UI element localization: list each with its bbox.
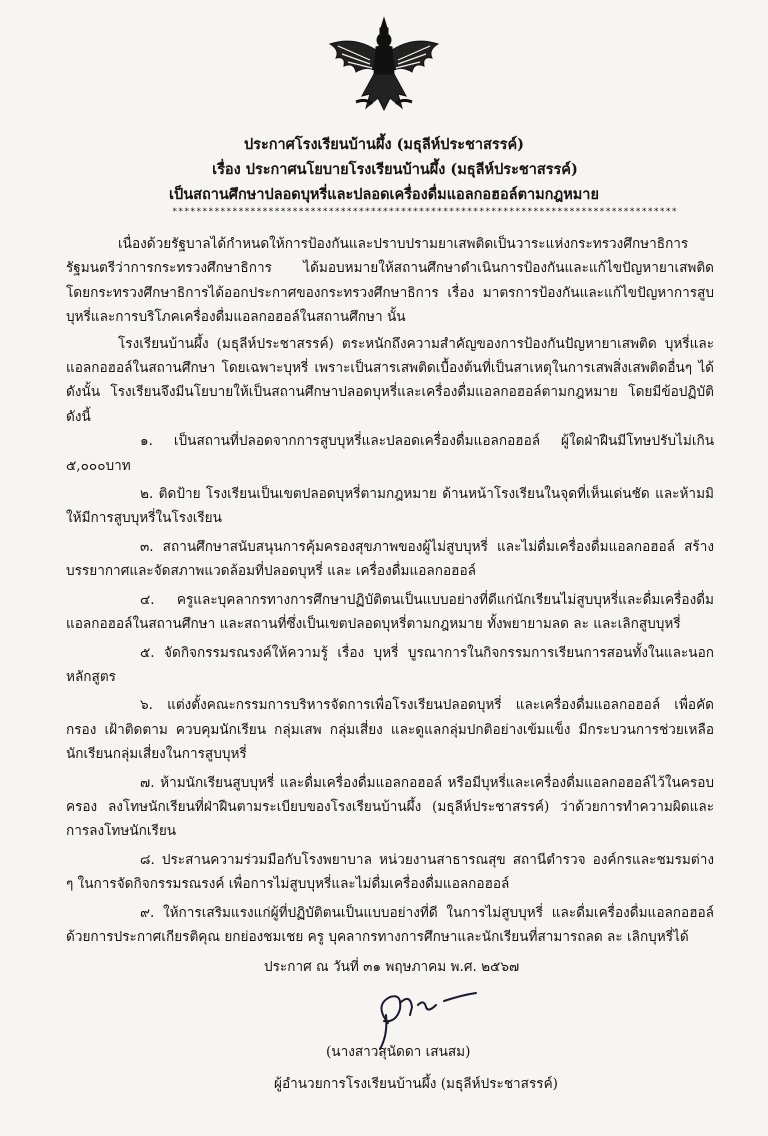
list-item: ๙. ให้การเสริมแรงแก่ผู้ที่ปฏิบัติตนเป็นแบบอย่างที่ดี ในการไม่สูบบุหรี่ และดื่มเครื่องดื่มแอลกอฮอล์ ด้วยการประกาศเกียรติคุณ ยกย่องชมเชย ครู บุคลากรทางการศึกษาและนักเรียนที่สามารถลด ละ เลิกบุหรี่ได้ (66, 904, 714, 945)
signature (366, 975, 506, 1050)
paragraph-policy: โรงเรียนบ้านผึ้ง (มธุลีห์ประชาสรรค์) ตระหนักถึงความสำคัญของการป้องกันปัญหายาเสพติด บุหรี่และแอลกอฮอล์ในสถานศึกษา โดยเฉพาะบุหรี่ เพราะเป็นสารเสพติดเบื้องต้นที่เป็นสาเหตุในการเสพสิ่งเสพติดอื่นๆ ได้ ดังนั้น โรงเรียนจึงมีนโยบายให้เป็นสถานศึกษาปลอดบุหรี่และเครื่องดื่มแอลกอฮอล์ตามกฎหมาย โดยมีข้อปฏิบัติ ดังนี้ (66, 335, 714, 425)
list-item: ๗. ห้ามนักเรียนสูบบุหรี่ และดื่มเครื่องดื่มแอลกอฮอล์ หรือมีบุหรี่และเครื่องดื่มแอลกอฮอล์ไว้ในครอบครอง ลงโทษนักเรียนที่ฝ่าฝืนตามระเบียบของโรงเรียนบ้านผึ้ง (มธุลีห์ประชาสรรค์) ว่าด้วยการทำความผิดและการลงโทษนักเรียน (66, 774, 714, 840)
header-subtitle: เป็นสถานศึกษาปลอดบุหรี่และปลอดเครื่องดื่มแอลกอฮอล์ตามกฎหมาย (169, 186, 599, 203)
list-item: ๕. จัดกิจกรรมรณรงค์ให้ความรู้ เรื่อง บุหรี่ บูรณาการในกิจกรรมการเรียนการสอนทั้งในและนอกหลักสูตร (66, 644, 714, 685)
list-item: ๘. ประสานความร่วมมือกับโรงพยาบาล หน่วยงานสาธารณสุข สถานีตำรวจ องค์กรและชมรมต่าง ๆ ในการจัดกิจกรรมรณรงค์ เพื่อการไม่สูบบุหรี่และไม่ดื่มเครื่องดื่มแอลกอฮอล์ (66, 851, 714, 893)
announcement-body (66, 232, 714, 949)
list-item: ๔. ครูและบุคลากรทางการศึกษาปฏิบัติตนเป็นแบบอย่างที่ดีแก่นักเรียนไม่สูบบุหรี่และดื่มเครื่องดื่มแอลกอฮอล์ในสถานศึกษา และสถานที่ซึ่งเป็นเขตปลอดบุหรี่ตามกฎหมาย ทั้งพยายามลด ละ และเลิกสูบบุหรี่ (66, 591, 714, 633)
header-title: ประกาศโรงเรียนบ้านผึ้ง (มธุลีห์ประชาสรรค์) (243, 136, 525, 153)
list-item: ๖. แต่งตั้งคณะกรรมการบริหารจัดการเพื่อโรงเรียนปลอดบุหรี่ และเครื่องดื่มแอลกอฮอล์ เพื่อคัดกรอง เฝ้าติดตาม ควบคุมนักเรียน กลุ่มเสพ กลุ่มเสี่ยง และดูแลกลุ่มปกติอย่างเข้มแข็ง มีกระบวนการช่วยเหลือนักเรียนกลุ่มเสี่ยงในการสูบบุหรี่ (66, 697, 714, 763)
separator-line: ************************************************************************************ (172, 207, 678, 217)
list-item: ๒. ติดป้าย โรงเรียนเป็นเขตปลอดบุหรี่ตามกฎหมาย ด้านหน้าโรงเรียนในจุดที่เห็นเด่นชัด และห้ามมิให้มีการสูบบุหรี่ในโรงเรียน (66, 486, 714, 527)
signatory-name: (นางสาวสุนัดดา เสนสม) (326, 1044, 471, 1060)
announcement-date: ประกาศ ณ วันที่ ๓๑ พฤษภาคม พ.ศ. ๒๕๖๗ (264, 959, 520, 975)
list-item: ๓. สถานศึกษาสนับสนุนการคุ้มครองสุขภาพของผู้ไม่สูบบุหรี่ และไม่ดื่มเครื่องดื่มแอลกอฮอล์ สร้างบรรยากาศและจัดสภาพแวดล้อมที่ปลอดบุหรี่ และ เครื่องดื่มแอลกอฮอล์ (66, 538, 714, 580)
garuda-emblem-icon (326, 14, 442, 114)
list-item: ๑. เป็นสถานที่ปลอดจากการสูบบุหรี่และปลอดเครื่องดื่มแอลกอฮอล์ ผู้ใดฝ่าฝืนมีโทษปรับไม่เกิน ๕,๐๐๐บาท (66, 433, 714, 474)
announcement-header (0, 132, 768, 207)
signatory-position: ผู้อำนวยการโรงเรียนบ้านผึ้ง (มธุลีห์ประชาสรรค์) (274, 1076, 558, 1092)
header-subject: เรื่อง ประกาศนโยบายโรงเรียนบ้านผึ้ง (มธุลีห์ประชาสรรค์) (212, 161, 578, 178)
paragraph-intro: เนื่องด้วยรัฐบาลได้กำหนดให้การป้องกันและปราบปรามยาเสพติดเป็นวาระแห่งกระทรวงศึกษาธิการ รัฐมนตรีว่าการกระทรวงศึกษาธิการ ได้มอบหมายให้สถานศึกษาดำเนินการป้องกันและแก้ไขปัญหายาเสพติด โดยกระทรวงศึกษาธิการได้ออกประกาศของกระทรวงศึกษาธิการ เรื่อง มาตรการป้องกันและแก้ไขปัญหาการสูบบุหรี่และการบริโภคเครื่องดื่มแอลกอฮอล์ในสถานศึกษา นั้น (66, 236, 714, 326)
